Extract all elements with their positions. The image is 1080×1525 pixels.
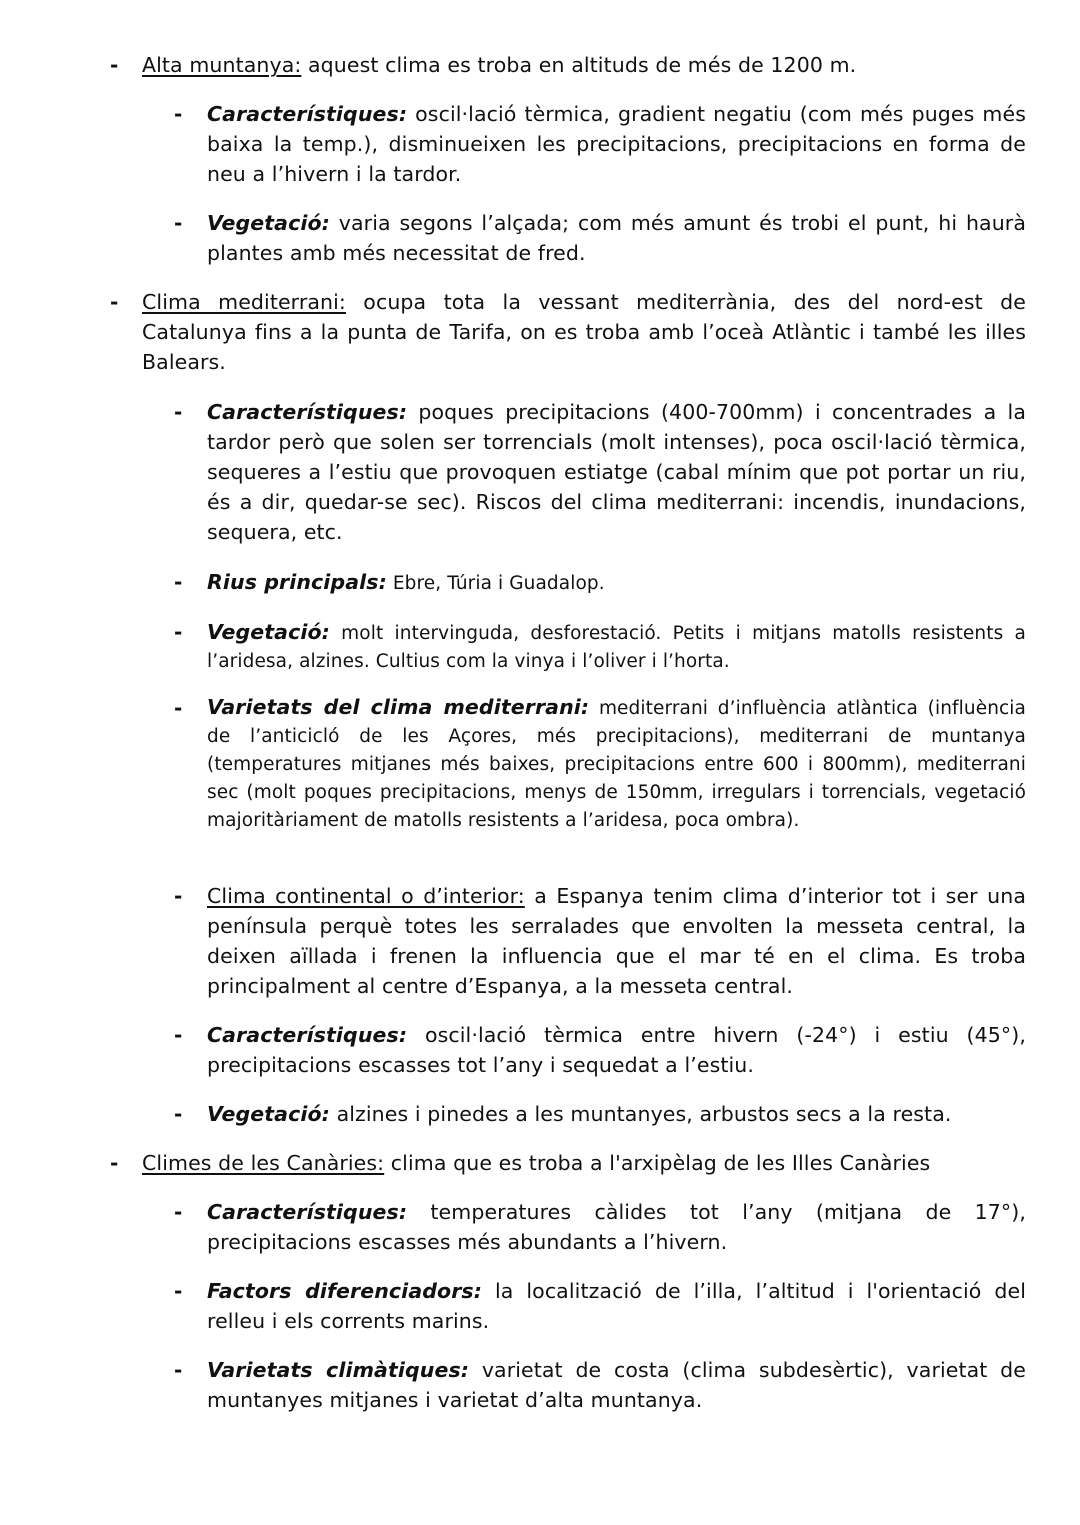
section-title: Climes de les Canàries: — [142, 1151, 385, 1175]
bullet-dash: - — [110, 53, 119, 77]
item-text: oscil·lació tèrmica entre hivern (-24°) i estiu (45°), precipitacions escasses tot l’any i sequedat a l’estiu. — [207, 1023, 1026, 1077]
bullet-dash: - — [174, 102, 183, 126]
bullet-dash: - — [174, 620, 183, 644]
section-alta-muntanya — [142, 50, 1026, 80]
bullet-dash: - — [110, 1151, 119, 1175]
bullet-dash: - — [110, 290, 119, 314]
item-title: Vegetació: — [207, 1102, 330, 1126]
list-item — [207, 1276, 1026, 1336]
item-text: molt intervinguda, desforestació. Petits i mitjans matolls resistents a l’aridesa, alzines. Cultius com la vinya i l’oliver i l’horta. — [207, 623, 1026, 672]
list-item — [207, 881, 1026, 1001]
list-item — [207, 1020, 1026, 1080]
item-title: Varietats del clima mediterrani: — [207, 695, 590, 719]
section-text: ocupa tota la vessant mediterrània, des del nord-est de Catalunya fins a la punta de Tarifa, on es troba amb l’oceà Atlàntic i també les illes Balears. — [142, 290, 1026, 374]
bullet-dash: - — [174, 1358, 183, 1382]
item-text: alzines i pinedes a les muntanyes, arbustos secs a la resta. — [329, 1102, 952, 1126]
item-title: Característiques: — [207, 102, 408, 126]
bullet-dash: - — [174, 696, 183, 720]
item-text: temperatures càlides tot l’any (mitjana de 17°), precipitacions escasses més abundants a l’hivern. — [207, 1200, 1026, 1254]
bullet-dash: - — [174, 400, 183, 424]
item-title: Característiques: — [207, 400, 408, 424]
item-title: Característiques: — [207, 1023, 408, 1047]
section-text: clima que es troba a l'arxipèlag de les Illes Canàries — [384, 1151, 931, 1175]
item-title: Vegetació: — [207, 620, 330, 644]
item-text: oscil·lació tèrmica, gradient negatiu (com més puges més baixa la temp.), disminueixen les precipitacions, precipitacions en forma de neu a l’hivern i la tardor. — [207, 102, 1026, 186]
item-text: la localització de l’illa, l’altitud i l'orientació del relleu i els corrents marins. — [207, 1279, 1026, 1333]
section-text: aquest clima es troba en altituds de més de 1200 m. — [301, 53, 857, 77]
bullet-dash: - — [174, 1279, 183, 1303]
item-text: a Espanya tenim clima d’interior tot i ser una península perquè totes les serralades que envolten la messeta central, la deixen aïllada i frenen la influencia que el mar té en el clima. Es troba principalment al centre d’Espanya, a la messeta central. — [207, 884, 1026, 998]
list-item — [207, 397, 1026, 547]
list-item — [207, 208, 1026, 268]
bullet-dash: - — [174, 570, 183, 594]
section-clima-mediterrani — [142, 287, 1026, 377]
item-text: Ebre, Túria i Guadalop. — [386, 573, 605, 594]
list-item — [207, 1099, 1026, 1129]
item-title: Clima continental o d’interior: — [207, 884, 525, 908]
bullet-dash: - — [174, 1102, 183, 1126]
item-title: Vegetació: — [207, 211, 330, 235]
item-title: Rius principals: — [207, 570, 387, 594]
section-title: Alta muntanya: — [142, 53, 302, 77]
item-text: mediterrani d’influència atlàntica (influència de l’anticicló de les Açores, més precipitacions), mediterrani de muntanya (temperatures mitjanes més baixes, precipitacions entre 600 i 800mm), mediterrani sec (molt poques precipitacions, menys de 150mm, irregulars i torrencials, vegetació majoritàriament de matolls resistents a l’aridesa, poca ombra). — [207, 698, 1026, 831]
bullet-dash: - — [174, 1023, 183, 1047]
item-title: Característiques: — [207, 1200, 408, 1224]
list-item — [207, 693, 1026, 835]
list-item — [207, 618, 1026, 676]
list-item — [207, 99, 1026, 189]
item-text: poques precipitacions (400-700mm) i concentrades a la tardor però que solen ser torrencials (molt intenses), poca oscil·lació tèrmica, sequeres a l’estiu que provoquen estiatge (cabal mínim que pot portar un riu, és a dir, quedar-se sec). Riscos del clima mediterrani: incendis, inundacions, sequera, etc. — [207, 400, 1026, 544]
bullet-dash: - — [174, 1200, 183, 1224]
bullet-dash: - — [174, 211, 183, 235]
list-item — [207, 1197, 1026, 1257]
item-text: varietat de costa (clima subdesèrtic), varietat de muntanyes mitjanes i varietat d’alta muntanya. — [207, 1358, 1026, 1412]
item-title: Factors diferenciadors: — [207, 1279, 483, 1303]
section-title: Clima mediterrani: — [142, 290, 346, 314]
bullet-dash: - — [174, 884, 183, 908]
list-item — [207, 1355, 1026, 1415]
item-text: varia segons l’alçada; com més amunt és trobi el punt, hi haurà plantes amb més necessitat de fred. — [207, 211, 1026, 265]
section-climes-canaries — [142, 1148, 1026, 1178]
list-item — [207, 568, 1026, 598]
item-title: Varietats climàtiques: — [207, 1358, 470, 1382]
